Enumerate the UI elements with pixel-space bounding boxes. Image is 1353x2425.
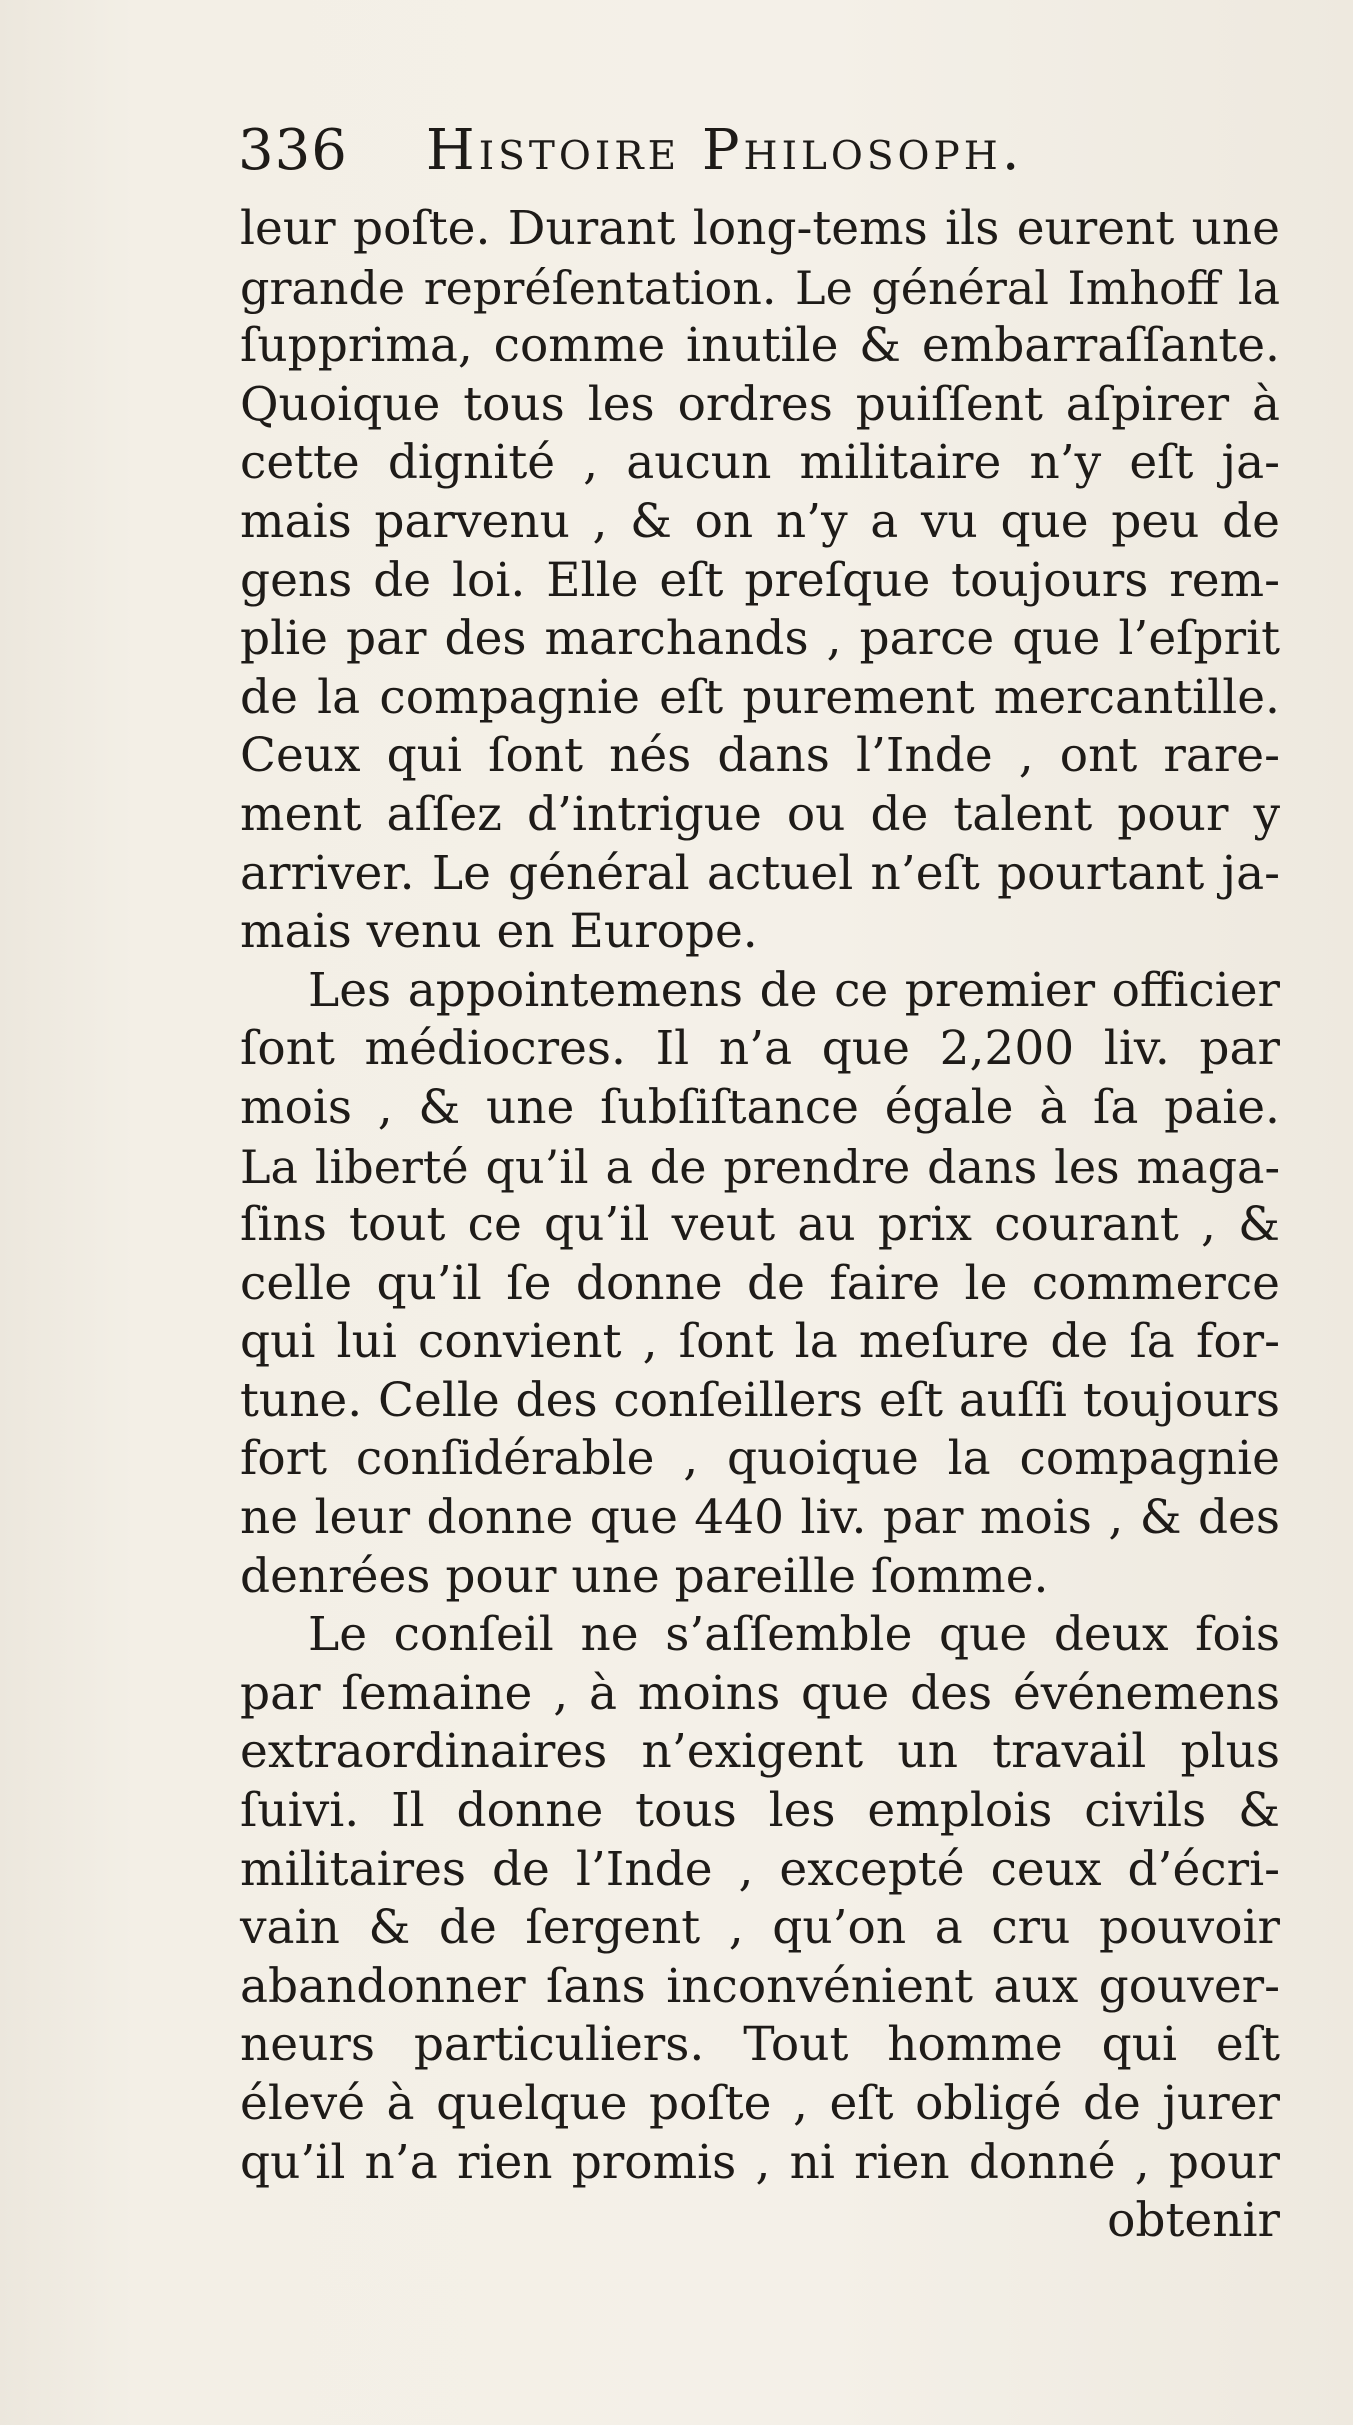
text-line: Ceux qui ſont nés dans l’Inde , ont rare- [240, 728, 1280, 784]
text-line: gens de loi. Elle eſt preſque toujours rem- [240, 552, 1280, 608]
text-line: fort conſidérable , quoique la compagnie [240, 1431, 1280, 1487]
text-line: La liberté qu’il a de prendre dans les maga- [240, 1139, 1280, 1194]
text-line: ne leur donne que 440 liv. par mois , & des [240, 1490, 1280, 1546]
text-line: plie par des marchands , parce que l’eſprit [240, 611, 1280, 667]
text-line: grande repréſentation. Le général Imhoff la [240, 260, 1280, 315]
text-line: Le conſeil ne s’aſſemble que deux fois [308, 1607, 1280, 1663]
text-line: mois , & une ſubſiſtance égale à ſa paie. [240, 1079, 1280, 1135]
text-line: celle qu’il ſe donne de faire le commerce [240, 1255, 1280, 1311]
text-line: abandonner ſans inconvénient aux gouver- [240, 1958, 1280, 2014]
catchword: obtenir [1107, 2193, 1280, 2249]
text-line: qu’il n’a rien promis , ni rien donné , pour [240, 2134, 1280, 2190]
text-line: tune. Celle des conſeillers eſt auſſi toujours [240, 1372, 1280, 1428]
text-line: arriver. Le général actuel n’eſt pourtant ja- [240, 845, 1280, 901]
text-line: qui lui convient , ſont la meſure de ſa for- [240, 1314, 1280, 1370]
text-line: par ſemaine , à moins que des événemens [240, 1665, 1280, 1721]
text-line: militaires de l’Inde , excepté ceux d’écri- [240, 1841, 1280, 1897]
text-line: Quoique tous les ordres puiſſent aſpirer à [240, 376, 1280, 432]
text-line: ſont médiocres. Il n’a que 2,200 liv. par [240, 1021, 1280, 1077]
text-line: ſuivi. Il donne tous les emplois civils & [240, 1783, 1280, 1839]
text-line: élevé à quelque poſte , eſt obligé de jurer [240, 2076, 1280, 2131]
text-line: de la compagnie eſt purement mercantille. [240, 669, 1280, 725]
text-line: neurs particuliers. Tout homme qui eſt [240, 2017, 1280, 2073]
text-line: ſupprima, comme inutile & embarraſſante. [240, 318, 1280, 374]
text-line: cette dignité , aucun militaire n’y eſt ja- [240, 435, 1280, 491]
text-line: mais parvenu , & on n’y a vu que peu de [240, 493, 1280, 549]
text-line: extraordinaires n’exigent un travail plus [240, 1724, 1280, 1780]
text-line: leur poſte. Durant long-tems ils eurent une [240, 201, 1280, 256]
text-line: mais venu en Europe. [240, 904, 758, 960]
text-line: ment aſſez d’intrigue ou de talent pour y [240, 786, 1280, 842]
text-line: Les appointemens de ce premier officier [308, 962, 1280, 1018]
text-line: ſins tout ce qu’il veut au prix courant , & [240, 1197, 1280, 1253]
body-text [240, 200, 1280, 2251]
page-header [238, 118, 1024, 183]
text-line: denrées pour une pareille ſomme. [240, 1548, 1049, 1604]
page-number: 336 [238, 118, 348, 183]
running-title: Histoire Philosoph. [425, 118, 1024, 183]
text-line: vain & de ſergent , qu’on a cru pouvoir [240, 1900, 1280, 1956]
